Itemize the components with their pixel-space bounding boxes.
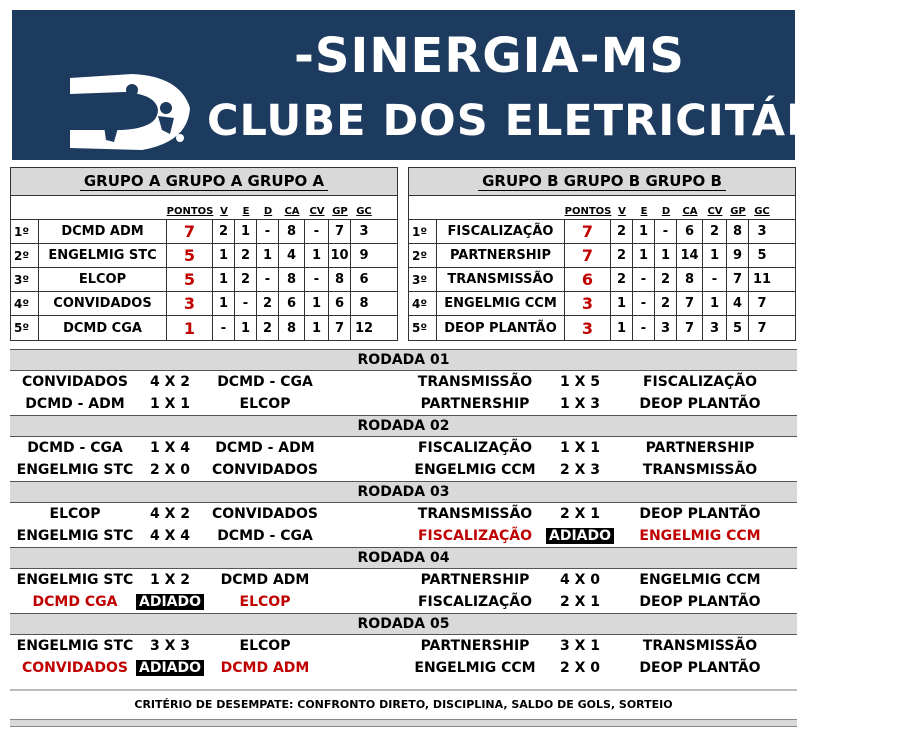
match-row (10, 657, 797, 679)
stat-e: 2 (235, 244, 257, 267)
score: 4 X 2 (149, 374, 191, 390)
score-cell (550, 591, 610, 613)
home-team: TRANSMISSÃO (417, 506, 533, 522)
score-cell (550, 459, 610, 481)
postponed-badge: ADIADO (546, 528, 614, 544)
away-team: TRANSMISSÃO (642, 462, 758, 478)
score-cell (550, 437, 610, 459)
stat-e: 1 (633, 244, 655, 267)
group-b-standings (408, 167, 796, 341)
match-row (10, 371, 797, 393)
away-team: ENGELMIG CCM (639, 528, 761, 544)
away-team: DEOP PLANTÃO (639, 396, 761, 412)
stat-gp: 8 (329, 268, 351, 291)
team-name: CONVIDADOS (39, 292, 167, 315)
match-row (10, 635, 797, 657)
score-cell (550, 525, 610, 547)
spacer (330, 437, 400, 459)
stat-gc: 12 (354, 320, 374, 336)
stat-v: 2 (611, 220, 633, 243)
away-team: DCMD ADM (220, 572, 310, 588)
team-row (409, 292, 795, 316)
stat-v: 1 (213, 244, 235, 267)
position: 4º (409, 292, 437, 315)
col-gp: GP (332, 206, 348, 217)
home-team: ENGELMIG CCM (414, 660, 536, 676)
round-title: RODADA 03 (10, 481, 797, 503)
score-cell (550, 371, 610, 393)
team-name: DCMD ADM (39, 220, 167, 243)
away-team: PARTNERSHIP (645, 440, 755, 456)
stat-v: 2 (213, 220, 235, 243)
spacer (330, 393, 400, 415)
stat-v: - (213, 316, 235, 340)
spacer (330, 503, 400, 525)
position: 1º (11, 220, 39, 243)
stat-cv: 1 (305, 316, 329, 340)
points: 3 (565, 292, 611, 315)
home-team: ENGELMIG STC (16, 572, 134, 588)
stat-gp: 9 (727, 244, 749, 267)
match-row (10, 503, 797, 525)
brand-title: -SINERGIA-MS (294, 28, 685, 84)
team-name: DCMD CGA (39, 316, 167, 340)
stat-gp: 7 (329, 220, 351, 243)
home-team: CONVIDADOS (22, 660, 128, 676)
position: 3º (11, 268, 39, 291)
stat-e: - (633, 268, 655, 291)
spacer (330, 657, 400, 679)
score-cell (140, 635, 200, 657)
score-cell (140, 591, 200, 613)
score-cell (140, 525, 200, 547)
stat-cv: 1 (305, 244, 329, 267)
stat-gc: 11 (752, 272, 772, 287)
postponed-badge: ADIADO (136, 594, 204, 610)
score: 4 X 4 (149, 528, 191, 544)
score-cell (140, 657, 200, 679)
team-row (11, 220, 397, 244)
spacer (330, 569, 400, 591)
col-v: V (618, 206, 626, 217)
postponed-badge: ADIADO (136, 660, 204, 676)
stat-v: 2 (611, 268, 633, 291)
stat-ca: 8 (279, 316, 305, 340)
position: 5º (11, 316, 39, 340)
stat-d: 3 (655, 316, 677, 340)
stat-gc: 7 (757, 320, 767, 336)
stat-gp: 8 (727, 220, 749, 243)
away-team: FISCALIZAÇÃO (642, 374, 758, 390)
home-team: FISCALIZAÇÃO (417, 594, 533, 610)
score: 1 X 2 (149, 572, 191, 588)
team-name: ELCOP (39, 268, 167, 291)
stat-gp: 7 (329, 316, 351, 340)
score: 1 X 1 (559, 440, 601, 456)
stat-d: 2 (655, 292, 677, 315)
col-ca: CA (284, 206, 300, 217)
score: 2 X 0 (559, 660, 601, 676)
score-cell (140, 371, 200, 393)
home-team: DCMD - ADM (25, 396, 125, 412)
score: 1 X 3 (559, 396, 601, 412)
stat-cv: - (305, 268, 329, 291)
stat-d: 2 (655, 268, 677, 291)
col-gc: GC (754, 206, 770, 217)
stat-gc: 3 (757, 224, 767, 239)
stat-cv: 1 (703, 292, 727, 315)
points: 3 (167, 292, 213, 315)
stat-gc: 8 (359, 296, 369, 311)
position: 4º (11, 292, 39, 315)
spacer (330, 525, 400, 547)
home-team: PARTNERSHIP (420, 638, 530, 654)
col-gp: GP (730, 206, 746, 217)
away-team: ELCOP (239, 396, 291, 412)
col-cv: CV (309, 206, 325, 217)
away-team: DCMD - CGA (217, 528, 313, 544)
away-team: DCMD - ADM (215, 440, 315, 456)
stat-gp: 5 (727, 316, 749, 340)
col-e: E (242, 206, 250, 217)
score: 2 X 3 (559, 462, 601, 478)
away-team: CONVIDADOS (212, 506, 318, 522)
team-name: ENGELMIG CCM (437, 292, 565, 315)
stat-d: 1 (655, 244, 677, 267)
stat-cv: 2 (703, 220, 727, 243)
stat-e: 1 (235, 316, 257, 340)
score: 2 X 1 (559, 594, 601, 610)
away-team: DEOP PLANTÃO (639, 660, 761, 676)
home-team: ENGELMIG STC (16, 462, 134, 478)
score: 1 X 4 (149, 440, 191, 456)
away-team: ELCOP (239, 594, 291, 610)
score: 2 X 1 (559, 506, 601, 522)
team-row (409, 268, 795, 292)
away-team: TRANSMISSÃO (642, 638, 758, 654)
match-row (10, 569, 797, 591)
stat-e: 2 (235, 268, 257, 291)
team-row (11, 292, 397, 316)
rounds-schedule (10, 349, 797, 679)
points: 7 (565, 220, 611, 243)
stat-e: 1 (633, 220, 655, 243)
round-title: RODADA 01 (10, 349, 797, 371)
home-team: DCMD CGA (32, 594, 118, 610)
stat-ca: 8 (279, 220, 305, 243)
match-row (10, 459, 797, 481)
home-team: CONVIDADOS (22, 374, 128, 390)
group-a-title: GRUPO A GRUPO A GRUPO A (11, 168, 397, 196)
group-a-rows (11, 220, 397, 340)
team-name: DEOP PLANTÃO (437, 316, 565, 340)
team-name: PARTNERSHIP (437, 244, 565, 267)
stat-e: - (633, 292, 655, 315)
stat-cv: 3 (703, 316, 727, 340)
banner (12, 10, 907, 160)
col-cv: CV (707, 206, 723, 217)
standings-header (11, 196, 397, 220)
stat-e: 1 (235, 220, 257, 243)
col-pontos: PONTOS (564, 206, 612, 217)
stat-gp: 4 (727, 292, 749, 315)
spacer (330, 459, 400, 481)
score-cell (550, 657, 610, 679)
footer-bar (10, 719, 797, 727)
stat-ca: 14 (677, 244, 703, 267)
home-team: ENGELMIG STC (16, 638, 134, 654)
away-team: DCMD - CGA (217, 374, 313, 390)
points: 5 (167, 244, 213, 267)
team-row (409, 316, 795, 340)
stat-ca: 4 (279, 244, 305, 267)
score-cell (140, 503, 200, 525)
brand-subtitle: CLUBE DOS ELETRICITÁRIOS (207, 96, 907, 146)
stat-gp: 7 (727, 268, 749, 291)
score: 4 X 2 (149, 506, 191, 522)
points: 7 (565, 244, 611, 267)
sports-figures-icon (62, 68, 202, 154)
away-team: DEOP PLANTÃO (639, 506, 761, 522)
score: 3 X 1 (559, 638, 601, 654)
stat-gc: 5 (757, 248, 767, 263)
position: 5º (409, 316, 437, 340)
stat-v: 1 (611, 292, 633, 315)
position: 2º (409, 244, 437, 267)
group-b-rows (409, 220, 795, 340)
stat-d: 1 (257, 244, 279, 267)
stat-ca: 6 (677, 220, 703, 243)
stat-cv: - (703, 268, 727, 291)
match-row (10, 437, 797, 459)
points: 6 (565, 268, 611, 291)
score: 1 X 1 (149, 396, 191, 412)
away-team: DCMD ADM (220, 660, 310, 676)
stat-v: 1 (213, 268, 235, 291)
spacer (330, 371, 400, 393)
score-cell (550, 569, 610, 591)
stat-ca: 8 (279, 268, 305, 291)
col-e: E (640, 206, 648, 217)
stat-ca: 7 (677, 316, 703, 340)
group-a-standings (10, 167, 398, 341)
stat-cv: - (305, 220, 329, 243)
position: 1º (409, 220, 437, 243)
points: 1 (167, 316, 213, 340)
stat-d: 2 (257, 316, 279, 340)
match-row (10, 591, 797, 613)
home-team: TRANSMISSÃO (417, 374, 533, 390)
stat-gc: 9 (359, 248, 369, 263)
score-cell (550, 635, 610, 657)
stat-gp: 10 (329, 244, 351, 267)
home-team: PARTNERSHIP (420, 572, 530, 588)
round-title: RODADA 04 (10, 547, 797, 569)
match-row (10, 525, 797, 547)
stat-d: 2 (257, 292, 279, 315)
away-team: CONVIDADOS (212, 462, 318, 478)
stat-e: - (633, 316, 655, 340)
team-name: TRANSMISSÃO (437, 268, 565, 291)
stat-ca: 7 (677, 292, 703, 315)
stat-d: - (257, 220, 279, 243)
stat-v: 1 (611, 316, 633, 340)
away-team: ELCOP (239, 638, 291, 654)
stat-e: - (235, 292, 257, 315)
score-cell (140, 459, 200, 481)
team-name: FISCALIZAÇÃO (437, 220, 565, 243)
tiebreak-criteria: CRITÉRIO DE DESEMPATE: CONFRONTO DIRETO, DISCIPLINA, SALDO DE GOLS, SORTEIO (10, 689, 797, 717)
team-row (409, 244, 795, 268)
stat-gc: 6 (359, 272, 369, 287)
home-team: ENGELMIG STC (16, 528, 134, 544)
stat-cv: 1 (703, 244, 727, 267)
team-row (409, 220, 795, 244)
score: 1 X 5 (559, 374, 601, 390)
col-d: D (263, 206, 273, 217)
stat-gp: 6 (329, 292, 351, 315)
position: 2º (11, 244, 39, 267)
group-b-title: GRUPO B GRUPO B GRUPO B (409, 168, 795, 196)
spacer (330, 591, 400, 613)
score-cell (550, 393, 610, 415)
col-d: D (661, 206, 671, 217)
team-name: ENGELMIG STC (39, 244, 167, 267)
score-cell (140, 393, 200, 415)
points: 7 (167, 220, 213, 243)
position: 3º (409, 268, 437, 291)
points: 5 (167, 268, 213, 291)
round-title: RODADA 05 (10, 613, 797, 635)
home-team: ELCOP (49, 506, 101, 522)
score-cell (550, 503, 610, 525)
round-title: RODADA 02 (10, 415, 797, 437)
spacer (330, 635, 400, 657)
stat-d: - (257, 268, 279, 291)
home-team: FISCALIZAÇÃO (417, 528, 533, 544)
stat-d: - (655, 220, 677, 243)
col-pontos: PONTOS (166, 206, 214, 217)
match-row (10, 393, 797, 415)
team-row (11, 268, 397, 292)
away-team: DEOP PLANTÃO (639, 594, 761, 610)
points: 3 (565, 316, 611, 340)
stat-gc: 3 (359, 224, 369, 239)
stat-ca: 8 (677, 268, 703, 291)
away-team: ENGELMIG CCM (639, 572, 761, 588)
score-cell (140, 569, 200, 591)
score: 2 X 0 (149, 462, 191, 478)
home-team: FISCALIZAÇÃO (417, 440, 533, 456)
score: 4 X 0 (559, 572, 601, 588)
score: 3 X 3 (149, 638, 191, 654)
col-v: V (220, 206, 228, 217)
score-cell (140, 437, 200, 459)
stat-v: 2 (611, 244, 633, 267)
col-gc: GC (356, 206, 372, 217)
standings-header (409, 196, 795, 220)
stat-ca: 6 (279, 292, 305, 315)
col-ca: CA (682, 206, 698, 217)
home-team: PARTNERSHIP (420, 396, 530, 412)
team-row (11, 244, 397, 268)
stat-cv: 1 (305, 292, 329, 315)
stat-gc: 7 (757, 296, 767, 311)
team-row (11, 316, 397, 340)
home-team: ENGELMIG CCM (414, 462, 536, 478)
home-team: DCMD - CGA (27, 440, 123, 456)
stat-v: 1 (213, 292, 235, 315)
